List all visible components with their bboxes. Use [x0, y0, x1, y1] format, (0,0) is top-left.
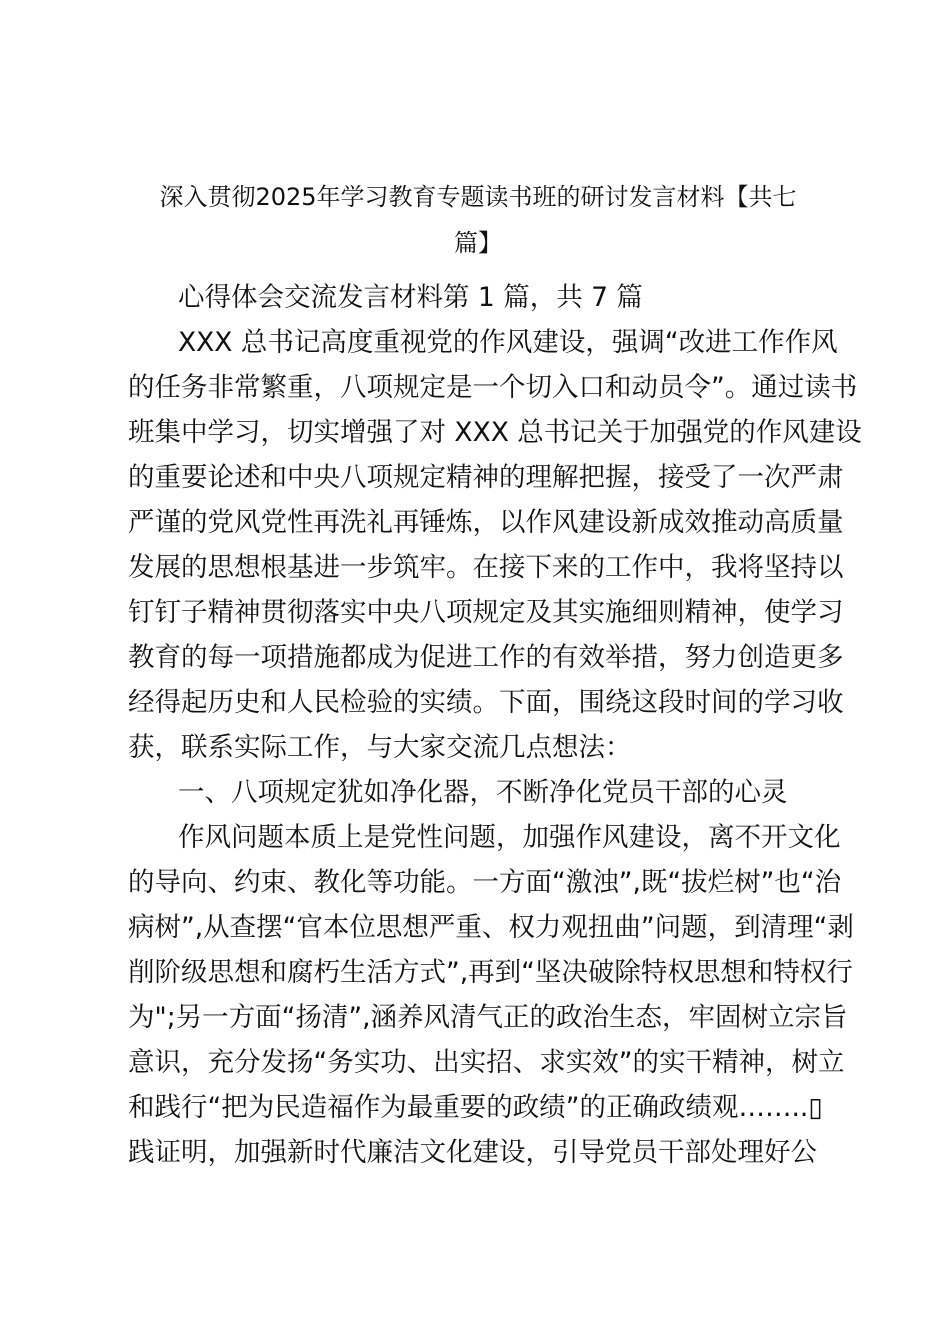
body-line: 严谨的党风党性再洗礼再锤炼，以作风建设新成效推动高质量: [128, 507, 844, 538]
body-line: 削阶级思想和腐朽生活方式”,再到“坚决破除特权思想和特权行: [128, 957, 853, 988]
body-line: 发展的思想根基进一步筑牢。在接下来的工作中，我将坚持以: [128, 552, 844, 583]
body-line: 意识，充分发扬“务实功、出实招、求实效”的实干精神，树立: [128, 1047, 845, 1078]
body-line: 经得起历史和人民检验的实绩。下面，围绕这段时间的学习收: [128, 687, 844, 718]
section-heading: 一、八项规定犹如净化器，不断净化党员干部的心灵: [178, 777, 788, 808]
body-line: 获，联系实际工作，与大家交流几点想法：: [128, 732, 632, 763]
body-line: 钉钉子精神贯彻落实中央八项规定及其实施细则精神，使学习: [128, 597, 844, 628]
body-line: 的重要论述和中央八项规定精神的理解把握，接受了一次严肃: [128, 462, 844, 493]
body-line: 的任务非常繁重，八项规定是一个切入口和动员令”。通过读书: [128, 372, 858, 403]
title-line-2: 篇】: [454, 229, 502, 257]
title-line-1: 深入贯彻2025年学习教育专题读书班的研讨发言材料【共七: [159, 183, 797, 211]
subtitle: 心得体会交流发言材料第 1 篇，共 7 篇: [178, 282, 643, 313]
body-line: 作风问题本质上是党性问题，加强作风建设，离不开文化: [178, 822, 841, 853]
body-line: 班集中学习，切实增强了对 XXX 总书记关于加强党的作风建设: [128, 417, 862, 448]
document-title: [128, 174, 828, 266]
body-line: 为";另一方面“扬清”,涵养风清气正的政治生态，牢固树立宗旨: [128, 1002, 848, 1033]
body-line: 教育的每一项措施都成为促进工作的有效举措，努力创造更多: [128, 642, 844, 673]
body-line: XXX 总书记高度重视党的作风建设，强调“改进工作作风: [178, 327, 838, 358]
body-line: 的导向、约束、教化等功能。一方面“激浊”,既“拔烂树”也“治: [128, 867, 842, 898]
body-line: 和践行“把为民造福作为最重要的政绩”的正确政绩观……..▯: [128, 1092, 823, 1123]
body-line: 践证明，加强新时代廉洁文化建设，引导党员干部处理好公: [128, 1137, 817, 1168]
body-line: 病树”,从查摆“官本位思想严重、权力观扭曲”问题，到清理“剥: [128, 912, 854, 943]
